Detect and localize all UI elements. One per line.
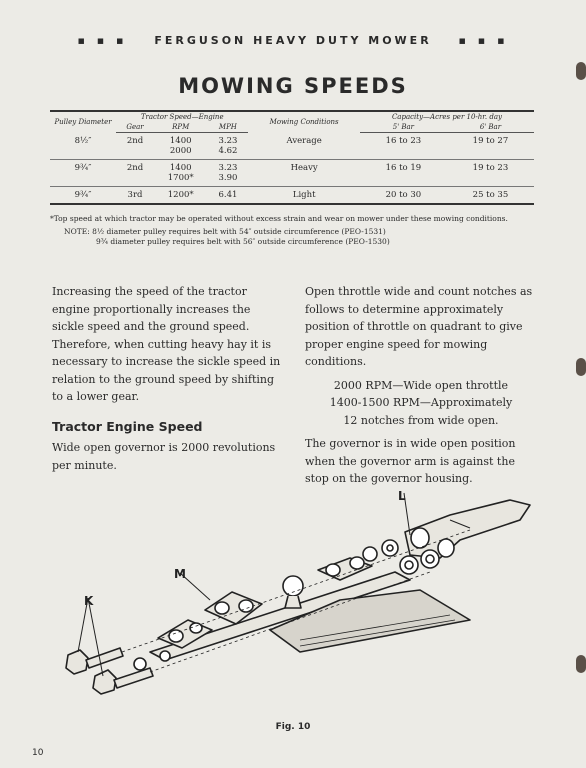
col-rpm: RPM — [154, 122, 207, 133]
footnote: *Top speed at which tractor may be operated without excess strain and wear on mower under these mowing conditions. — [50, 214, 508, 223]
col-mph: MPH — [207, 122, 248, 133]
figure-label-k: K — [84, 594, 94, 608]
binder-hole — [576, 62, 586, 80]
header-dots-left: ▪ ▪ ▪ — [77, 34, 128, 47]
cell-rpm: 1200* — [154, 187, 207, 205]
header-text: FERGUSON HEAVY DUTY MOWER — [154, 34, 432, 47]
page-number: 10 — [32, 748, 44, 758]
col-pulley-diameter: Pulley Diameter — [50, 111, 116, 133]
cell-pulley: 9¾″ — [50, 187, 116, 205]
figure-caption: Fig. 10 — [275, 722, 311, 732]
belt-note-1: NOTE: 8½ diameter pulley requires belt with 54″ outside circumference (PEO-1531) — [64, 227, 386, 236]
cell-mph: 3.23 4.62 — [207, 133, 248, 160]
col-mowing-conditions: Mowing Conditions — [248, 111, 359, 133]
paragraph: The governor is in wide open position when the governor arm is against the stop on the governor housing. — [305, 437, 516, 485]
cell-pulley: 8½″ — [50, 133, 116, 160]
cell-gear: 3rd — [116, 187, 154, 205]
section-heading: Tractor Engine Speed — [52, 418, 203, 434]
binder-hole — [576, 655, 586, 673]
col-gear: Gear — [116, 122, 154, 133]
cell-conditions: Light — [248, 187, 359, 205]
left-column — [52, 283, 284, 474]
cell-gear: 2nd — [116, 160, 154, 187]
table-row — [50, 187, 534, 205]
paragraph: Open throttle wide and count notches as follows to determine approximately position of throttle on quadrant to give proper engine speed for mowing conditions. — [305, 285, 533, 368]
group-tractor-speed: Tractor Speed—Engine — [116, 111, 248, 122]
table-row — [50, 160, 534, 187]
cell-pulley: 9¾″ — [50, 160, 116, 187]
cell-6-bar: 19 to 23 — [447, 160, 534, 187]
group-capacity: Capacity—Acres per 10-hr. day — [360, 111, 534, 122]
cell-6-bar: 19 to 27 — [447, 133, 534, 160]
exploded-parts-illustration — [0, 480, 586, 720]
cell-6-bar: 25 to 35 — [447, 187, 534, 205]
cell-rpm: 1400 1700* — [154, 160, 207, 187]
col-5-bar: 5' Bar — [360, 122, 447, 133]
binder-hole — [576, 358, 586, 376]
cell-conditions: Average — [248, 133, 359, 160]
page-title: MOWING SPEEDS — [178, 74, 408, 98]
cell-5-bar: 16 to 23 — [360, 133, 447, 160]
throttle-line: 12 notches from wide open. — [343, 413, 499, 427]
table-notes — [50, 214, 540, 247]
paragraph: Increasing the speed of the tractor engine proportionally increases the sickle speed and the ground speed. Therefore, when cutting heavy hay it is necessary to increase the sickle speed in relation to the ground speed by shifting to a lower gear. — [52, 285, 281, 403]
throttle-line: 1400-1500 RPM—Approximately — [329, 396, 513, 409]
cell-gear: 2nd — [116, 133, 154, 160]
belt-note-2: 9¾ diameter pulley requires belt with 56″ outside circumference (PEO-1530) — [96, 237, 390, 246]
cell-mph: 6.41 — [207, 187, 248, 205]
header-dots-right: ▪ ▪ ▪ — [458, 34, 509, 47]
cell-5-bar: 16 to 19 — [360, 160, 447, 187]
figure-label-l: L — [398, 489, 406, 503]
cell-conditions: Heavy — [248, 160, 359, 187]
right-column — [305, 283, 537, 488]
cell-5-bar: 20 to 30 — [360, 187, 447, 205]
col-6-bar: 6' Bar — [447, 122, 534, 133]
paragraph: Wide open governor is 2000 revolutions per minute. — [52, 441, 276, 472]
running-header — [0, 34, 586, 47]
table-row — [50, 133, 534, 160]
cell-mph: 3.23 3.90 — [207, 160, 248, 187]
throttle-line: 2000 RPM—Wide open throttle — [333, 378, 509, 392]
cell-rpm: 1400 2000 — [154, 133, 207, 160]
mowing-speeds-table — [50, 110, 534, 205]
figure-label-m: M — [174, 567, 186, 581]
